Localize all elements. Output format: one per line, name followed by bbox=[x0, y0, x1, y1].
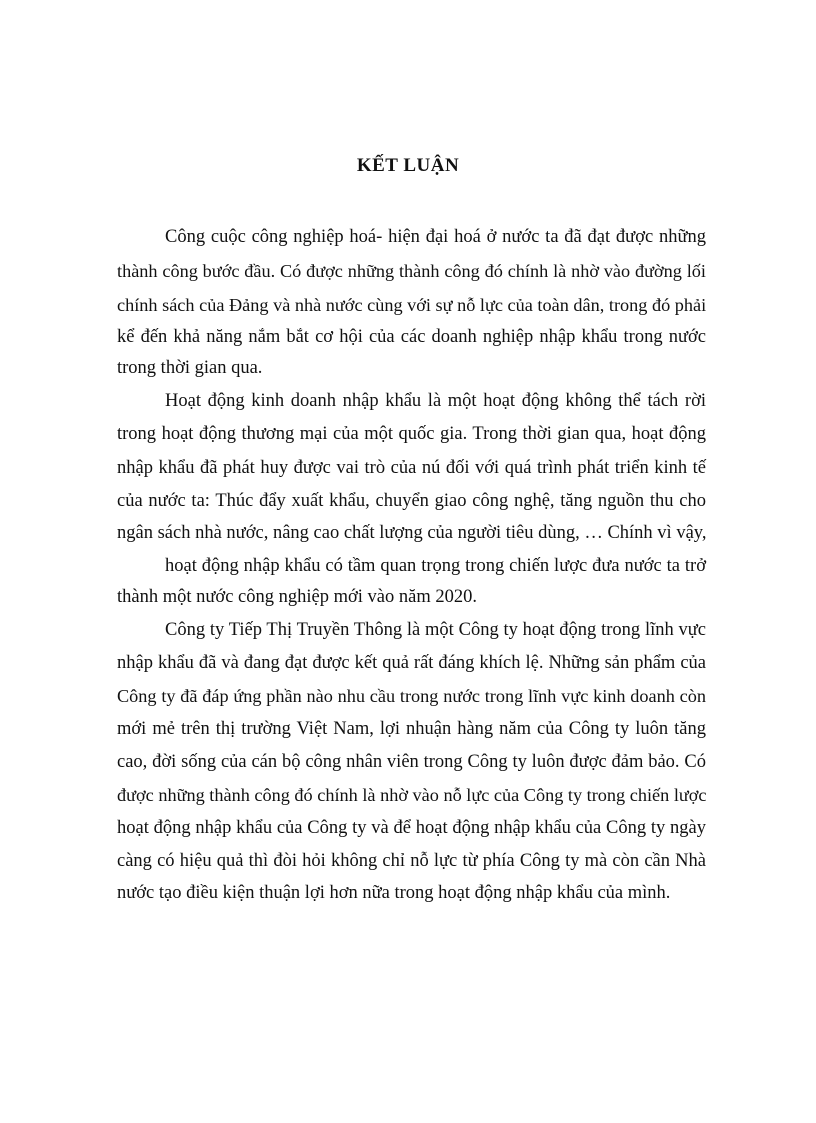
text-line: nhập khẩu đã và đang đạt được kết quả rất đáng khích lệ. Những sản phẩm của bbox=[117, 653, 706, 673]
text-line: cao, đời sống của cán bộ công nhân viên trong Công ty luôn được đảm bảo. Có bbox=[117, 752, 706, 772]
text-line: ngân sách nhà nước, nâng cao chất lượng của người tiêu dùng, … Chính vì vậy, bbox=[117, 523, 707, 543]
text-line: Công cuộc công nghiệp hoá- hiện đại hoá ở nước ta đã đạt được những bbox=[165, 227, 706, 247]
text-line: Hoạt động kinh doanh nhập khẩu là một hoạt động không thể tách rời bbox=[165, 391, 706, 411]
text-line: của nước ta: Thúc đẩy xuất khẩu, chuyển giao công nghệ, tăng nguồn thu cho bbox=[117, 491, 706, 511]
text-line: thành một nước công nghiệp mới vào năm 2020. bbox=[117, 587, 477, 607]
text-line: Công ty Tiếp Thị Truyền Thông là một Công ty hoạt động trong lĩnh vực bbox=[165, 620, 706, 640]
text-line: chính sách của Đảng và nhà nước cùng với sự nỗ lực của toàn dân, trong đó phải bbox=[117, 295, 707, 315]
text-line: được những thành công đó chính là nhờ vào nỗ lực của Công ty trong chiến lược bbox=[117, 785, 707, 805]
text-line: Công ty đã đáp ứng phần nào nhu cầu trong nước trong lĩnh vực kinh doanh còn bbox=[117, 686, 706, 706]
text-line: càng có hiệu quả thì đòi hỏi không chỉ nỗ lực từ phía Công ty mà còn cần Nhà bbox=[117, 851, 706, 871]
text-line: nhập khẩu đã phát huy được vai trò của nú đối với quá trình phát triển kinh tế bbox=[117, 458, 706, 478]
text-line: mới mẻ trên thị trường Việt Nam, lợi nhuận hàng năm của Công ty luôn tăng bbox=[117, 719, 706, 739]
text-line: nước tạo điều kiện thuận lợi hơn nữa trong hoạt động nhập khẩu của mình. bbox=[117, 883, 671, 903]
text-line: kể đến khả năng nắm bắt cơ hội của các doanh nghiệp nhập khẩu trong nước bbox=[117, 327, 706, 347]
page-title: KẾT LUẬN bbox=[356, 155, 460, 176]
text-line: hoạt động nhập khẩu có tầm quan trọng trong chiến lược đưa nước ta trở bbox=[165, 556, 706, 576]
text-line: trong hoạt động thương mại của một quốc gia. Trong thời gian qua, hoạt động bbox=[117, 424, 706, 444]
text-line: trong thời gian qua. bbox=[117, 358, 263, 378]
text-line: thành công bước đầu. Có được những thành công đó chính là nhờ vào đường lối bbox=[117, 261, 706, 281]
text-line: hoạt động nhập khẩu của Công ty và để hoạt động nhập khẩu của Công ty ngày bbox=[117, 818, 706, 838]
